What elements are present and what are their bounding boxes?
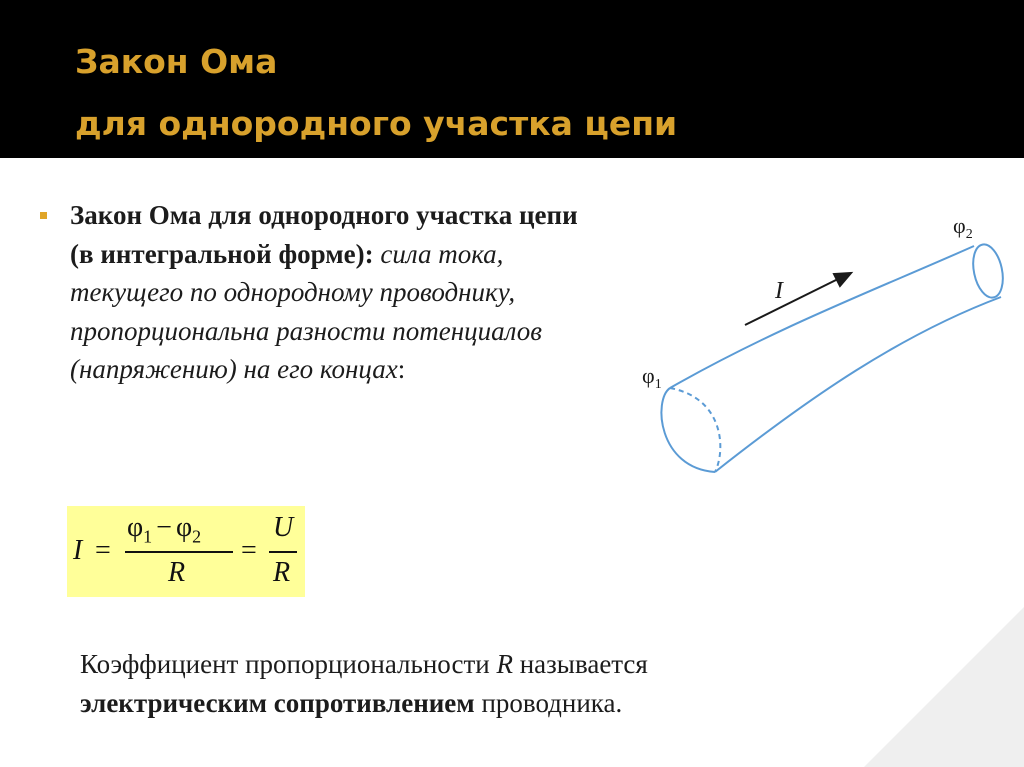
conductor-bottom-edge <box>715 297 1001 472</box>
conductor-top-edge <box>670 246 974 388</box>
conductor-start-front-arc <box>661 388 715 472</box>
phi2-subscript: 2 <box>965 227 973 242</box>
formula-phi-2: φ <box>175 512 193 543</box>
current-arrow-line <box>745 279 838 325</box>
bullet-paragraph <box>70 196 590 389</box>
formula-fraction-bar-1 <box>125 551 233 553</box>
phi2-symbol: φ <box>953 213 966 238</box>
slide-title-line-1: Закон Ома <box>75 42 278 81</box>
resistance-symbol: R <box>496 649 513 679</box>
formula-numerator-2: U <box>273 512 294 543</box>
page-curl-decoration <box>864 607 1024 767</box>
conductor-end-cross-section <box>969 242 1008 301</box>
resistance-definition <box>80 645 880 722</box>
definition-part-2: называется <box>512 649 648 679</box>
formula-current-symbol: I <box>73 535 83 566</box>
definition-part-3: проводника. <box>474 687 623 718</box>
formula-fraction-bar-2 <box>269 551 297 553</box>
phi2-label <box>953 213 973 242</box>
formula-equals-2: = <box>241 535 257 566</box>
conductor-diagram <box>620 200 1020 490</box>
formula-phi-1-sub: 1 <box>143 526 153 547</box>
phi1-symbol: φ <box>642 363 655 388</box>
ohm-law-formula <box>67 506 305 597</box>
phi1-subscript: 1 <box>654 377 662 392</box>
current-arrow-head <box>834 273 851 286</box>
law-statement-text: сила тока, текущего по однородному проводнику, пропорциональна разности потенциалов (напряжению) на его концах <box>70 238 542 384</box>
conductor-start-hidden-arc <box>670 388 720 472</box>
formula-minus: − <box>156 512 172 543</box>
formula-numerator-1 <box>127 512 201 548</box>
phi1-label <box>642 363 662 392</box>
formula-phi-1: φ <box>127 512 144 543</box>
title-bar <box>0 0 1024 158</box>
law-statement-colon: : <box>397 354 406 384</box>
formula-phi-2-sub: 2 <box>192 526 202 547</box>
formula-denominator-2: R <box>273 557 291 588</box>
bullet-marker <box>40 212 47 219</box>
slide-title-line-2: для однородного участка цепи <box>75 104 678 143</box>
definition-part-1: Коэффициент пропорциональности <box>80 649 497 679</box>
formula-equals-1: = <box>95 535 111 566</box>
formula-denominator-1: R <box>168 557 186 588</box>
law-statement-heading: Закон Ома для однородного участка цепи (в интегральной форме): <box>70 200 578 269</box>
current-label: I <box>775 278 783 304</box>
definition-term: электрическим сопротивлением <box>80 687 475 718</box>
